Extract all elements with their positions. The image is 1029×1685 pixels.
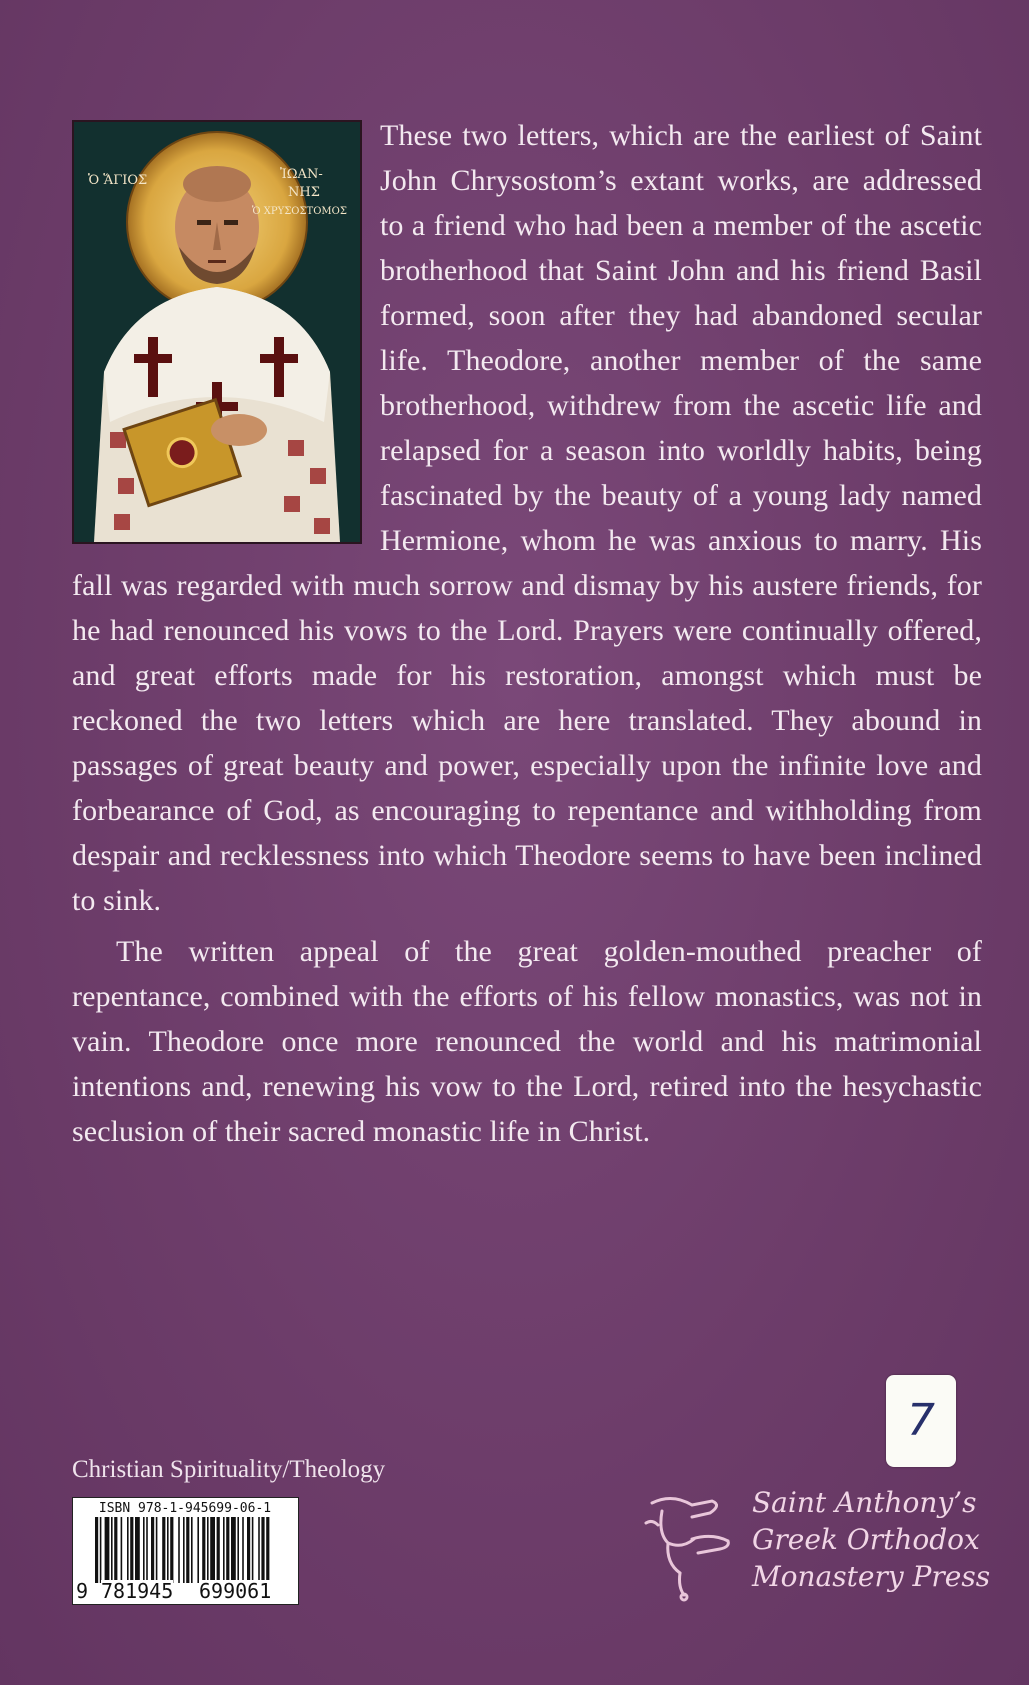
barcode-bar bbox=[202, 1517, 205, 1583]
barcode-bar bbox=[247, 1517, 250, 1583]
publisher-line-3: Monastery Press bbox=[752, 1560, 991, 1593]
barcode-bar bbox=[127, 1517, 129, 1583]
icon-inscription-right-3: Ὁ ΧΡΥΣΟΣΤΟΜΟΣ bbox=[252, 206, 347, 217]
price-sticker: 7 bbox=[886, 1375, 956, 1467]
publisher-line-2: Greek Orthodox bbox=[752, 1523, 980, 1556]
barcode-bar bbox=[121, 1517, 123, 1583]
barcode-bar bbox=[231, 1517, 236, 1583]
barcode-bar bbox=[226, 1517, 229, 1583]
barcode-bar bbox=[162, 1517, 165, 1583]
barcode-bar bbox=[183, 1517, 185, 1583]
barcode-bar bbox=[143, 1517, 145, 1583]
barcode-bar bbox=[191, 1517, 193, 1583]
description-paragraph-2: The written appeal of the great golden-mouthed preacher of repentance, combined with the efforts of his fellow monastics, was not in vain. Theodore once more renounced the world and his matrimonial intentions and, renewing his vow to the Lord, retired into the hesychastic seclusion of their sacred monastic life in Christ. bbox=[72, 935, 982, 1148]
publisher-hands-logo-icon bbox=[632, 1483, 742, 1603]
barcode-bar bbox=[170, 1517, 173, 1583]
publisher-name bbox=[752, 1484, 1000, 1595]
barcode-bar bbox=[242, 1517, 244, 1583]
barcode-bar bbox=[186, 1517, 189, 1583]
isbn-text: ISBN 978-1-945699-06-1 bbox=[98, 1501, 272, 1516]
barcode-bar bbox=[217, 1517, 220, 1583]
barcode-bar bbox=[223, 1517, 225, 1583]
icon-inscription-right-2: ΝΗΣ bbox=[288, 185, 320, 200]
barcode-bar bbox=[178, 1517, 180, 1583]
barcode-bar bbox=[156, 1517, 158, 1583]
isbn-barcode bbox=[72, 1497, 299, 1605]
barcode-bar bbox=[252, 1517, 254, 1583]
barcode-bar bbox=[105, 1517, 110, 1583]
barcode-bar bbox=[100, 1517, 102, 1583]
book-category: Christian Spirituality/Theology bbox=[72, 1456, 386, 1483]
barcode-bar bbox=[210, 1517, 215, 1583]
barcode-bar bbox=[266, 1517, 269, 1583]
barcode-bar bbox=[111, 1517, 113, 1583]
barcode-digit-group-1: 781945 bbox=[101, 1579, 174, 1603]
barcode-bar bbox=[151, 1517, 154, 1583]
icon-inscription-left: Ὁ ἍΓΙΟΣ bbox=[88, 173, 148, 188]
barcode-lead-digit: 9 bbox=[76, 1579, 89, 1603]
barcode-bar bbox=[261, 1517, 264, 1583]
barcode-bars bbox=[75, 1517, 295, 1587]
barcode-bar bbox=[135, 1517, 140, 1583]
barcode-bar bbox=[207, 1517, 209, 1583]
barcode-bar bbox=[167, 1517, 169, 1583]
barcode-bar bbox=[130, 1517, 133, 1583]
barcode-digit-group-2: 699061 bbox=[199, 1579, 272, 1603]
icon-inscription-right-1: ἸΩΑΝ- bbox=[280, 167, 323, 182]
publisher-line-1: Saint Anthony’s bbox=[752, 1486, 977, 1519]
barcode-bar bbox=[114, 1517, 117, 1583]
image-spacer bbox=[72, 113, 380, 561]
barcode-bar bbox=[197, 1517, 199, 1583]
barcode-bar bbox=[95, 1517, 98, 1583]
description-paragraph-1: These two letters, which are the earliest of Saint John Chrysostom’s extant works, are addressed to a friend who had been a member of the ascetic brotherhood that Saint John and his friend Basil formed, soon after they had abandoned secular life. Theodore, another member of the same brotherhood, withdrew from the ascetic life and relapsed for a season into worldly habits, being fascinated by the beauty of a young lady named Hermione, whom he was anxious to marry. His fall was regarded with much sorrow and dismay by his austere friends, for he had renounced his vows to the Lord. Prayers were continually offered, and great efforts made for his restoration, amongst which must be reckoned the two letters which are here translated. They abound in passages of great beauty and power, especially upon the infinite love and forbearance of God, as encouraging to repentance and withholding from despair and recklessness into which Theodore seems to have been inclined to sink. bbox=[72, 119, 982, 917]
back-cover-description bbox=[72, 113, 982, 1154]
barcode-bar bbox=[146, 1517, 148, 1583]
barcode-bar bbox=[258, 1517, 260, 1583]
barcode-bar bbox=[237, 1517, 239, 1583]
